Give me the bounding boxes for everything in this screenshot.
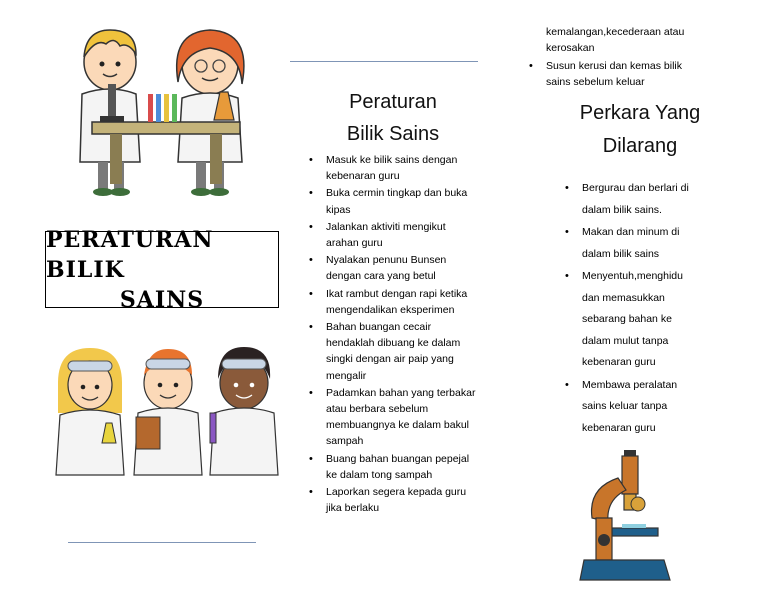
rules-heading-line-1: Peraturan <box>349 91 437 113</box>
bottom-divider-line <box>68 542 256 543</box>
prohibited-heading-line-1: Perkara Yang <box>579 102 701 124</box>
prohibited-heading-line-2: Dilarang <box>602 135 678 157</box>
rule-item: • Bahan buangan cecair hendaklah dibuang ke dalam singki dengan air paip yang mengalir <box>326 319 478 384</box>
rule-item: • Laporkan segera kepada guru jika berlaku <box>326 484 478 516</box>
prohibited-item: • Bergurau dan berlari di dalam bilik sains. <box>582 178 700 221</box>
rules-heading-line-2: Bilik Sains <box>346 123 440 145</box>
rules-list <box>326 152 478 517</box>
brochure-title-box <box>45 226 279 313</box>
rule-item: • Jalankan aktiviti mengikut arahan guru <box>326 219 478 251</box>
top-divider-line <box>290 61 478 62</box>
continued-rules-list <box>546 58 696 90</box>
rules-heading <box>328 86 458 150</box>
rule-item: • Nyalakan penunu Bunsen dengan cara yang betul <box>326 252 478 284</box>
prohibited-item: • Membawa peralatan sains keluar tanpa kebenaran guru <box>582 375 700 440</box>
scientists-at-lab-bench-illustration <box>70 22 255 197</box>
rule-item: • Buka cermin tingkap dan buka kipas <box>326 185 478 217</box>
rule-item: • Susun kerusi dan kemas bilik sains sebelum keluar <box>546 58 696 90</box>
rule-item: • Masuk ke bilik sains dengan kebenaran guru <box>326 152 478 184</box>
three-kid-scientists-illustration <box>50 343 282 478</box>
rule-item: • Buang bahan buangan pepejal ke dalam tong sampah <box>326 451 478 483</box>
prohibited-item: • Makan dan minum di dalam bilik sains <box>582 222 700 265</box>
prohibited-heading <box>560 97 720 163</box>
microscope-illustration <box>578 448 674 586</box>
title-line-2: SAINS <box>119 286 205 313</box>
title-line-1: PERATURAN BILIK <box>46 226 214 283</box>
prohibited-list <box>582 178 700 440</box>
continued-rule-text: kemalangan,kecederaan atau kerosakan <box>546 26 685 55</box>
rule-item: • Padamkan bahan yang terbakar atau berbara sebelum membuangnya ke dalam bakul sampah <box>326 385 478 450</box>
rule-item: • Ikat rambut dengan rapi ketika mengendalikan eksperimen <box>326 286 478 318</box>
prohibited-item: • Menyentuh,menghidu dan memasukkan sebarang bahan ke dalam mulut tanpa kebenaran guru <box>582 266 700 374</box>
